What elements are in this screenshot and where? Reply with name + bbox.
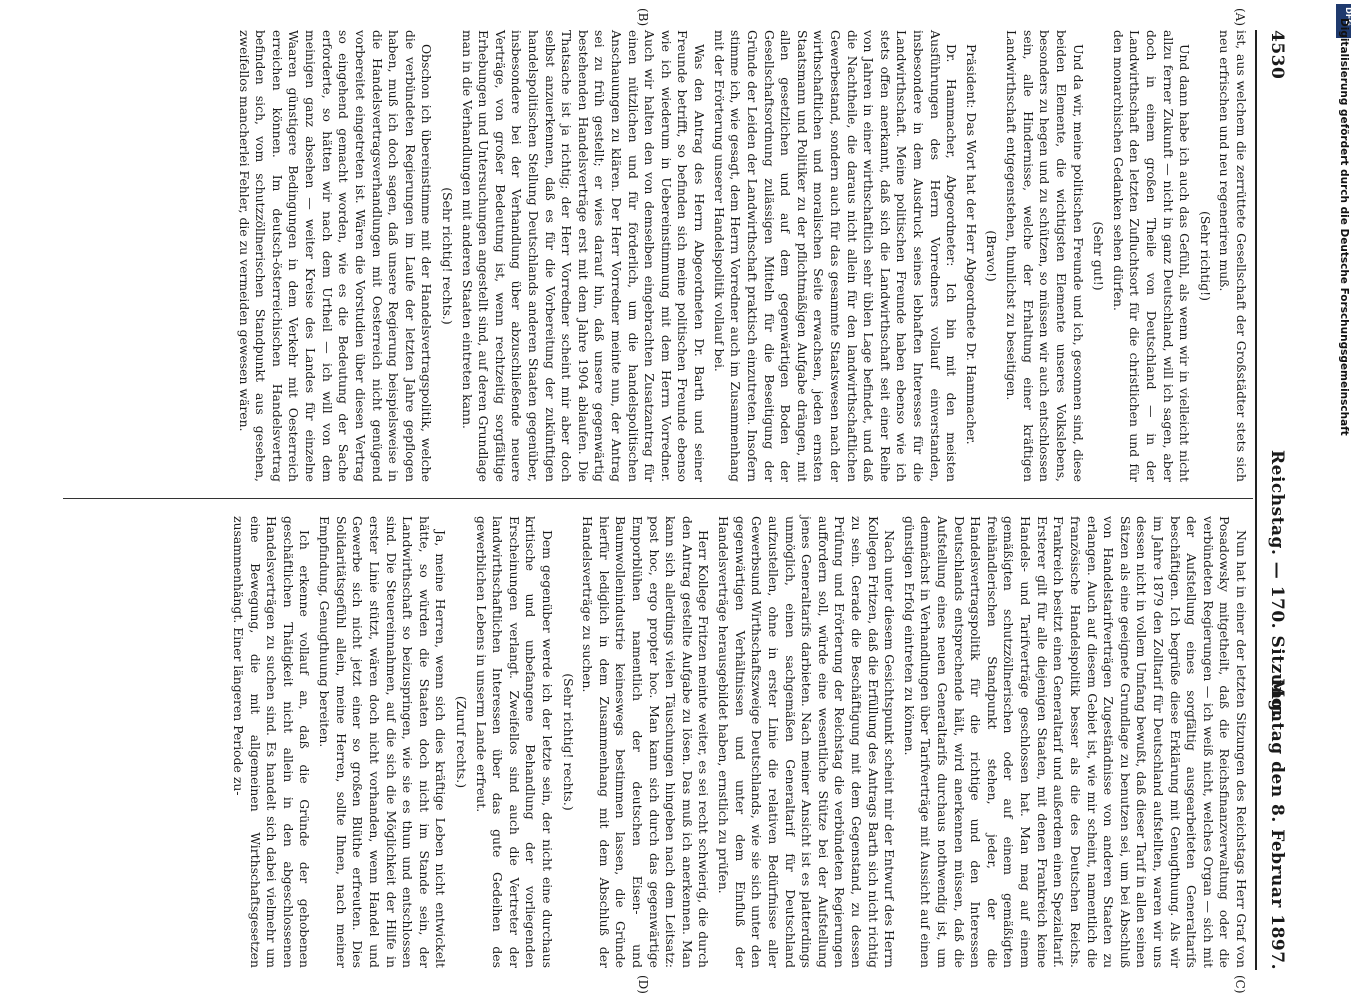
paragraph: Und da wir, meine politischen Freunde und ich, gesonnen sind, diese beiden Elemente, die wichtigsten Elemente unseres Volkslebens, besonders zu hegen und zu schützen, so müssen wir auch entschlossen sein, alle Hindernisse, welche der Erhaltung einer kräftigen Landwirthschaft entgegenstehen, thunlichst zu beseitigen. xyxy=(1004,30,1086,482)
paragraph: Präsident: Das Wort hat der Herr Abgeordnete Dr. Hammacher. xyxy=(963,44,979,445)
digitization-note xyxy=(1336,18,1352,978)
rotated-print-page xyxy=(5,0,1305,1000)
margin-marker-a: (A) xyxy=(1233,8,1247,27)
interjection: (Sehr richtig!) xyxy=(1197,211,1213,301)
paragraph: Herr Kollege Fritzen meinte weiter, es sei recht schwierig, die durch den Antrag gestellte Aufgabe zu lösen. Das muß ich anerkennen. Man kann sich allerdings vielen Täuschungen hingeben nach dem Leitsatz: post hoc, ergo propter hoc. Man kann sich durch das gegenwärtige Emporblühen namentlich der deutschen Eisen- und Baumwollenindustrie keineswegs bestimmen lassen, die Gründe hierfür lediglich in dem Zusammenhang mit dem Abschluß der Handelsverträge zu suchen. xyxy=(580,516,712,968)
interjection: (Sehr richtig! rechts.) xyxy=(439,187,455,325)
paragraph: Und dann habe ich auch das Gefühl, als wenn wir in vielleicht nicht allzu ferner Zukunft — nicht in ganz Deutschland, will ich sagen, aber doch in einem großen Theile von Deutschland — in der Landwirthschaft den letzten Zufluchtsort für die christlichen und für den monarchischen Gedanken sehen dürfen. xyxy=(1110,30,1193,482)
paragraph: Dem gegenüber werde ich der letzte sein, der nicht eine durchaus kritische und unbefangene Behandlung der vorliegenden Erscheinungen verlangt. Zweifellos sind auch die Vertreter der landwirthschaftlichen Interessen über das gute Gedeihen des gewerblichen Lebens in unserm Lande erfreut. xyxy=(473,516,556,968)
page-header xyxy=(1257,30,1287,970)
digitization-note-text: Digitalisierung gefördert durch die Deutsche Forschungsgemeinschaft xyxy=(1338,18,1350,436)
interjection: (Bravo!) xyxy=(984,230,1000,282)
paragraph: Obschon ich übereinstimme mit der Handelsvertragspolitik, welche die verbündeten Regierungen im Laufe der letzten Jahre gepflogen haben, muß ich doch sagen, daß unsere Regierung beispielsweise in die Handelsvertragsverhandlungen mit Oesterreich nicht genügend vorbereitet eingetreten ist. Wären die Vorstudien über diesen Vertrag so eingehend gemacht worden, wie es die Bedeutung der Sache erforderte, so hätten wir nach dem Urtheil — ich will von dem meinigen ganz absehen — weiter Kreise des Landes für einzelne Waaren günstigere Bedingungen in dem Verkehr mit Oesterreich erreichen können. Im deutsch-österreichischen Handelsvertrag befinden sich, vom schutzzöllnerischen Standpunkt aus gesehen, zweifellos mancherlei Fehler, die zu vermeiden gewesen wären. xyxy=(236,30,435,482)
interjection: (Sehr gut!) xyxy=(1091,221,1107,291)
margin-marker-d: (D) xyxy=(636,975,650,994)
paragraph: Dr. Hammacher, Abgeordneter: Ich bin mit den meisten Ausführungen des Herrn Vorredners vollauf einverstanden, insbesondere in dem Ausdruck seines lebhaften Interesses für die Landwirthschaft. Meine politischen Freunde haben ebenso wie ich stets offen anerkannt, daß sich die Landwirthschaft seit einer Reihe von Jahren in einer wirthschaftlich sehr üblen Lage befindet, und daß die Nachtheile, die daraus nicht allein für den landwirthschaftlichen Gewerbestand, sondern auch für das gesammte Staatswesen nach der wirthschaftlichen und moralischen Seite erwachsen, jeden ernsten Staatsmann und Politiker zu der pflichtmäßigen Aufgabe drängen, mit allen gesetzlichen und auf dem gegenwärtigen Boden der Gesellschaftsordnung zulässigen Mitteln für die Beseitigung der Gründe der Leiden der Landwirthschaft praktisch einzutreten. Insofern stimme ich, wie gesagt, dem Herrn Vorredner auch im Zusammenhang mit der Erörterung unserer Handelspolitik vollauf bei. xyxy=(711,30,960,482)
header-rule xyxy=(1255,30,1257,970)
paragraph: Was den Antrag des Herrn Abgeordneten Dr. Barth und seiner Freunde betrifft, so befinden sich meine politischen Freunde ebenso wie ich wiederum in Uebereinstimmung mit dem Herrn Vorredner. Auch wir halten den von demselben eingebrachten Zusatzantrag für einen nützlichen und für förderlich, um die handelspolitischen Anschauungen zu klären. Der Herr Vorredner meinte nun, der Antrag sei zu früh gestellt; er wies darauf hin, daß unsere gegenwärtig bestehenden Handelsverträge erst mit dem Jahre 1904 ablaufen. Die Thatsache ist ja richtig; der Herr Vorredner scheint mir aber doch selbst anzuerkennen, daß es für die Vorbereitung der zukünftigen handelspolitischen Stellung Deutschlands anderen Staaten gegenüber, insbesondere bei der Verhandlung über abzuschließende neuere Verträge, von großer Bedeutung ist, wenn rechtzeitig sorgfältige Erhebungen und Untersuchungen angestellt sind, auf deren Grundlage man in die Verhandlungen mit anderen Staaten eintreten kann. xyxy=(459,30,708,482)
left-text-column xyxy=(232,30,1249,482)
margin-marker-b: (B) xyxy=(636,8,650,27)
paragraph: Nun hat in einer der letzten Sitzungen des Reichstags Herr Graf von Posadowsky mitgetheilt, daß die Reichsfinanzverwaltung oder die verbündeten Regierungen — ich weiß nicht, welches Organ — sich mit der Aufstellung eines sorgfältig ausgearbeiteten Generaltarifs beschäftigen. Ich begrüße diese Erklärung mit Genugthuung. Als wir im Jahre 1879 den Zolltarif für Deutschland aufstellten, waren wir uns dessen nicht in vollem Umfang bewußt, daß dieser Tarif in allen seinen Sätzen als eine geeignete Grundlage zu benutzen sei, um bei Abschluß von Handelstarifverträgen Zugeständnisse von anderen Staaten zu erlangen. Auch auf diesem Gebiet ist, wie mir scheint, namentlich die französische Handelspolitik besser als die des Deutschen Reichs. Frankreich besitzt einen Generaltarif und außerdem einen Spezialtarif. Ersterer gilt für alle diejenigen Staaten, mit denen Frankreich keine Handels- und Tarifverträge geschlossen hat. Man mag auf einem gemäßigten schutzzöllnerischen oder auf einem gemäßigten freihändlerischen Standpunkt stehen, jeder, der die Handelsvertragspolitik für die richtige und den Interessen Deutschlands entsprechende hält, wird anerkennen müssen, daß die Aufstellung eines neuen Generaltarifs durchaus nothwendig ist, um demnächst in Verhandlungen über Tarifverträge mit Aussicht auf einen günstigen Erfolg eintreten zu können. xyxy=(901,516,1249,968)
paragraph: Ich erkenne vollauf an, daß die Gründe der gehobenen geschäftlichen Thätigkeit nicht allein in den abgeschlossenen Handelsverträgen zu suchen sind. Es handelt sich dabei vielmehr um eine Bewegung, die mit allgemeinen Wirthschaftsgesetzen zusammenhängt. Einer längeren Periode zu- xyxy=(231,516,313,968)
page-number: 4530 xyxy=(1267,30,1287,80)
paragraph: Ja, meine Herren, wenn sich dies kräftige Leben nicht entwickelt hätte, so würden die Staaten doch nicht im Stande sein, der Landwirthschaft so beizuspringen, wie sie es thun und entschlossen sind. Die Steuereinnahmen, auf die sich die Möglichkeit der Hilfe in erster Linie stützt, wären doch nicht vorhanden, wenn Handel und Gewerbe sich nicht jetzt einer so großen Blüthe erfreuten. Dies Solidaritätsgefühl allein, meine Herren, sollte Ihnen, nach meiner Empfindung, Genugthuung bereiten. xyxy=(317,516,449,968)
session-date: Montag den 8. Februar 1897. xyxy=(1267,678,1287,970)
margin-marker-c: (C) xyxy=(1233,975,1247,994)
interjection: (Sehr richtig! rechts.) xyxy=(560,673,576,811)
paragraph: Nach unter diesem Gesichtspunkt scheint mir der Entwurf des Herrn Kollegen Fritzen, daß die Erfüllung des Antrags Barth sich nicht richtig zu sein. Gerade die Beschäftigung mit dem Gegenstand, zu dessen Prüfung und Erörterung der Reichstag die verbündeten Regierungen auffordern soll, würde eine wesentliche Stütze bei der Aufstellung jenes Generaltarifs darbieten. Nach meiner Ansicht ist es platterdings unmöglich, einen sachgemäßen Generaltarif für Deutschland aufzustellen, ohne in erster Linie die relativen Bedürfnisse aller Gewerbsund Wirthschaftszweige Deutschlands, wie sie sich unter den gegenwärtigen Verhältnissen und unter dem Einfluß der Handelsverträge herausgebildet haben, ernstlich zu prüfen. xyxy=(716,516,898,968)
interjection: (Zuruf rechts.) xyxy=(453,695,469,789)
session-title: Reichstag. — 170. Sitzung. xyxy=(1267,450,1287,719)
paragraph: ist, aus welchem die zerrüttete Gesellschaft der Großstädter stets sich neu erfrischen und neu regeneriren muß. xyxy=(1217,30,1249,482)
dfg-logo-text: DFG xyxy=(1343,7,1353,26)
right-text-column xyxy=(226,516,1249,968)
column-divider xyxy=(63,498,1253,499)
